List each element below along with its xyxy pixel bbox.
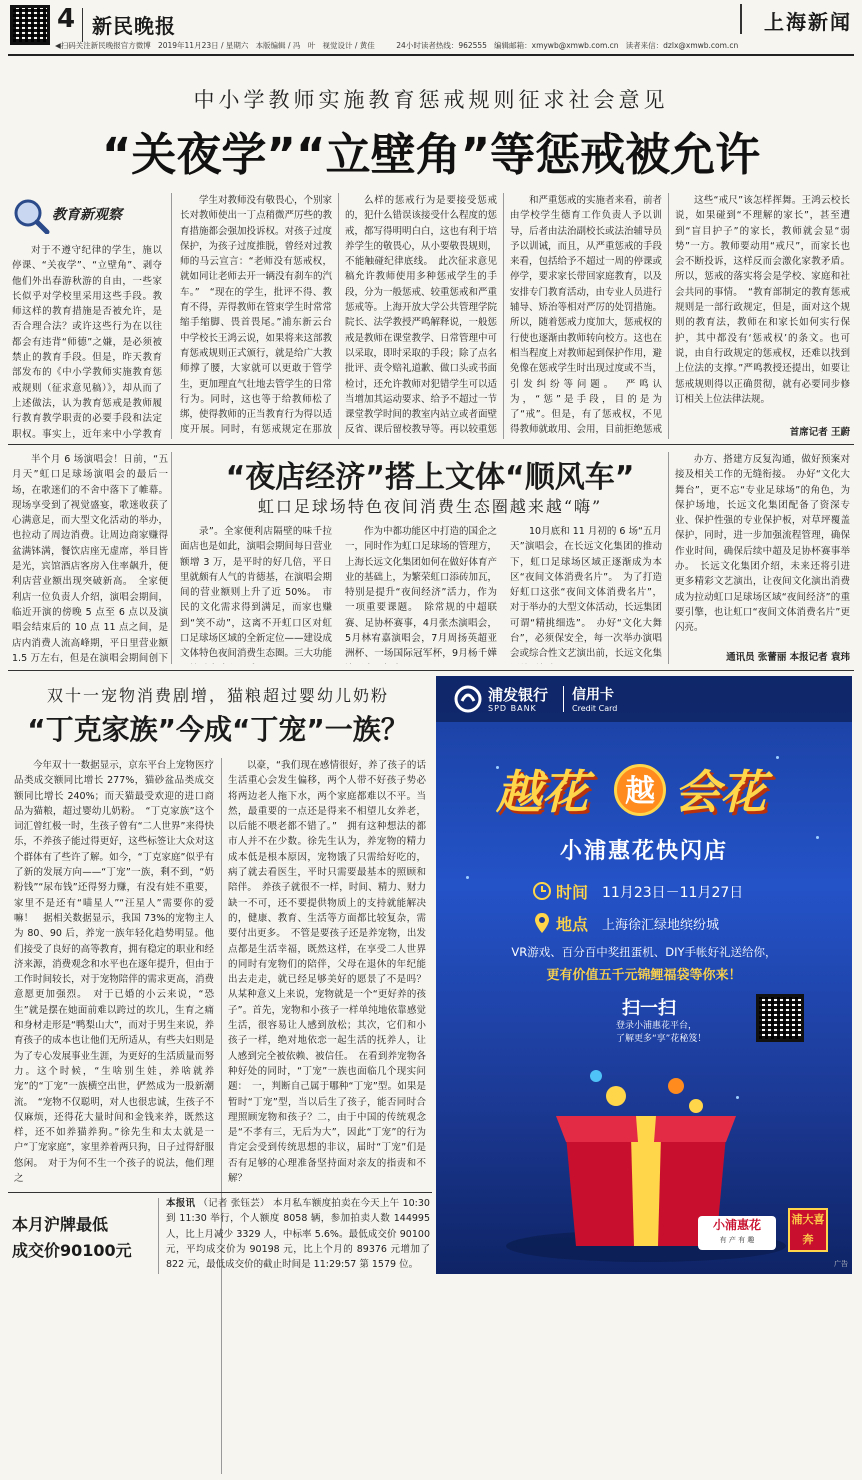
article3-col1-text: 今年双十一数据显示，京东平台上宠物医疗品类成交额同比增长 277%，猫砂盆品类成交额同比增长 240%；而天猫最受欢迎的进口商品为猫粮，超过婴幼儿奶粉。 “丁克家族”这个词汇曾红极一时，生孩子曾有“二人世界”来得快乐，不养孩子能过得更好，这些标签让大众对这个群体有了些许了解。如今，“丁克家庭”似乎有了新的发展方向——“丁宠”一族，剩不到，“奶粉钱”“尿布钱”还得努力赚，有没有娃不重要，家里不是还有“喵星人”“汪星人”需要你的爱嘛！ 据相关数据显示，我国 73%的宠物主人为 80、90 后，养宠一族年轻化趋势明显。他们接受了良好的高等教育，拥有稳定的职业和经济来源，消费观念和水平也在逐年提升，但由于工作时间较长，对于宠物陪伴的需求更高，消费意愿更加强烈。 对于已婚的小云来说，“恐生”就是摆在她面前难以跨过的坎儿，生育之痛和身材走形是“鸭梨山大”，而对于男生来说，养育孩子的成本也让他们无所适从，有些夫妇则是为了专心发展事业生涯，为更好的生活质量而努力。这个时候，“生啥别生娃，养啥就养宠”的“丁宠”一族横空出世，俨然成为一股新潮流。 “宠物不仅聪明，对人也很忠诚，生孩子不仅麻烦，还得花大量时间和金钱来养，既然这样，还不如养猫养狗。”徐先生和太太就是一户“丁宠家庭”，家里养着两只狗，日子过得舒服悠闲。 对于为何不生一个孩子的说法，他们理之: [14, 760, 214, 1185]
ad-badge-main: 小浦惠花: [712, 1218, 761, 1232]
editor-email[interactable]: 编辑邮箱：xmywb@xmwb.com.cn: [494, 41, 619, 50]
column-label-badge: [12, 198, 162, 234]
sparkle: [466, 876, 469, 879]
ad-time-label: 时间: [556, 883, 589, 902]
qr-caption: ◀扫码关注新民晚报官方微博: [55, 41, 151, 50]
card-type-en: Credit Card: [572, 704, 618, 713]
ad-subtitle: 小浦惠花快闪店: [559, 839, 728, 864]
reader-hotline: 24小时读者热线：962555: [396, 41, 487, 50]
article4-byline: 本报讯: [166, 1198, 196, 1209]
ad-title-left: 越花: [496, 765, 588, 819]
article2-col2-text: 录”。全家便利店隔壁的味千拉面店也是如此，演唱会期间每日营业额增 3 万，是平时的好几倍，平日里就颇有人气的肯德基，在演唱会期间的营业额则上升了近 50%。 市民的文化需求得到满足，而家也赚到“笑不动”，这离不开虹口区对虹口足球场区域的全新定位——建设成文体特色夜间消费生态圈。三大功能: [180, 526, 332, 660]
magnifier-icon: [12, 198, 52, 234]
bank-logo-icon: [454, 685, 482, 713]
article1-col3-text: 么样的惩戒行为是要接受惩戒的，犯什么错误该接受什么程度的惩戒，都写得明明白白，这也有利于培养学生的敬畏心，从小要敬畏规则，不能触碰纪律底线。 此次征求意见稿允许教师使用多种惩戒学生的手段，分为一般惩戒、较重惩戒和严重惩戒等。上海开放大学公共管理学院院长、法学教授严鸣解释说，一般惩戒是教师在课堂教学、日常管理中可以采取，即时采取的手段；除了点名批评、责令赔礼道歉、做口头或书面检讨，还允许教师对犯错学生可以适当增加其运动要求、给予不超过一节课堂教学时间的教室内站立或者面壁反省、课后留校教导等。再以较重惩: [345, 195, 497, 436]
ad-place-value: 上海徐汇绿地缤纷城: [602, 918, 720, 933]
ad-badge-sub: 有 产 有 趣: [719, 1236, 755, 1244]
section-rule: [8, 444, 854, 445]
ad-promo-line2: 更有价值五千元锦鲤福袋等你来！: [546, 968, 742, 983]
article2-col1-text: 半个月 6 场演唱会！日前，“五月天”虹口足球场演唱会的最后一场，在歌迷们的不舍中落下了帷幕。现场享受到了视觉盛宴，歌迷收获了心满意足，而大型文化活动的举办，也拉动了周边消费。让周边商家赚得盆满钵满，餐饮店座无虚席，举目皆是光，宾馆酒店客房入住率飙升，便利店营业额出现突破新高。 全家便利店一位负责人介绍，演唱会期间，临近开演的傍晚 5 点至 6 点以及演唱会结束后的 10 点 11 点之间，是店内消费人流高峰期，平日里营业额 1.5 万左右，但是在演唱会期间创下: [12, 454, 168, 664]
article4-headline: [12, 1212, 152, 1264]
bank-name: 浦发银行: [488, 686, 549, 704]
article2-headline: “夜店经济”搭上文体“顺风车”: [225, 460, 635, 495]
column-rule: [171, 193, 172, 439]
section-rule: [8, 670, 854, 671]
article1-col2: [180, 193, 332, 439]
article1-col2-text: 学生对教师没有敬畏心，个别家长对教师使出一丁点稍微严厉些的教育措施都会强加投诉权。对孩子过度保护，为孩子过度推脱，曾经对过教师的马云宣言：“老师没有惩戒权，就如同让老师去开一辆没有刹车的汽车。” “现在的学生，批评不得、教育不得，弄得教师在管束学生时常常缩手缩脚、畏首畏尾。”浦东新云台中学校长王鸿云说，如果将来这部教育惩戒规则正式颁行，就是给广大教师撑了腰，大家就可以更敢于管学生，更加理直气壮地去管学生的日常行为。同时，这也等于给教师松了绑，使得教师的正当教育行为得以适度开展。同时，有惩戒规定在那放: [180, 195, 332, 436]
divider: [563, 686, 564, 712]
scan-line2: 了解更多“享”花秘笈！: [616, 1034, 707, 1044]
article2-col2: [180, 524, 332, 664]
page-number: 4: [57, 4, 76, 34]
clock-icon: [532, 881, 552, 901]
article2-col4: [510, 524, 662, 664]
column-rule: [171, 452, 172, 664]
ad-place-label: 地点: [556, 915, 589, 934]
article2-col1: [12, 452, 168, 664]
column-rule: [338, 193, 339, 439]
scan-title: 扫一扫: [622, 998, 676, 1019]
article4-body: [166, 1196, 430, 1274]
article2-col3-text: 作为中都功能区中打造的国企之一，同时作为虹口足球场的管理方，上海长远文化集团如何在做好体育产业的基础上，为繁荣虹口添砖加瓦，特别是提升“夜间经济”活力，作为一项重要课题。 除常规的中超联赛、足协杯赛事，4月张杰演唱会，5月林宥嘉演唱会，7月周扬英超亚洲杯、一场国际冠军杯，9月杨千嬅: [345, 526, 497, 660]
column-rule: [668, 193, 669, 439]
location-pin-icon: [534, 912, 550, 934]
card-type: 信用卡: [572, 687, 614, 703]
article2-col5-text: 办方、搭建方反复沟通，做好预案对接及相关工作的无缝衔接。 办好“文化大舞台”，更不忘“专业足球场”的角色，为保护场地，长远文化集团配备了资深专业、保护性强的专业保护板，对草坪覆盖保护，同时，进一步加强流程管理，确保作业时间，确保后续中超及足协杯赛事举办。 长远文化集团介绍，未来还将引进更多精彩文艺演出，让夜间文化演出消费成为拉动虹口足球场区域“夜间经济”的重要引擎，也让虹口“夜间文体消费名片”更闪亮。: [675, 454, 850, 634]
ad-place-row: [532, 910, 852, 936]
article3-kicker: 双十一宠物消费剧增，猫粮超过婴幼儿奶粉: [46, 686, 389, 705]
article3-headline: “丁克家族”今成“丁宠”一族？: [27, 713, 409, 746]
paper-name: 新民晚报: [92, 14, 176, 38]
qr-code[interactable]: [10, 5, 50, 45]
article3-col2-text: 以豪，“我们现在感情很好，养了孩子的话生活重心会发生偏移，两个人带不好孩子势必将两边老人拖下水，两个家庭都难以不平。当然，最重要的一点还是得来不相望儿女养老，以后能不喂老都不错了。” 拥有这种想法的都市人并不在少数。徐先生认为，养宠物的精力成本低是根本原因，宠物饿了只需给好吃的，病了就去看医生，平时只需要最基本的照顾和陪伴。 养孩子就很不一样，时间、精力、财力缺一不可，还不要提供物质上的支持就能解决的，健康、教育、生活等方面都比较复杂，需要付出更多。 不管是要孩子还是养宠物，出发点都是生活幸福，既然这样，在享受二人世界的同时有宠物们的陪伴，父母在退休的年纪能出去走走，就已经足够美好的愿景了不是吗？ 从某种意义上来说，宠物就是一个“更好养的孩子”。首先，宠物和小孩子一样单纯地依靠感觉生活，很容易让人感到放松；其次，它们和小孩子一样，绝对地依恋一起生活的抚养人，让人感到完全被依赖、被信任。 在看到养宠物各种好处的同时，“丁宠”一族也面临几个现实问题： 一，判断自己属于哪种“丁宠”型。如果是暂时“丁宠”型，当以后生了孩子，能否同时合理照顾宠物和孩子？二，由于中国的传统观念是“不孝有三，无后为大”，因此“丁宠”的行为肯定会受到传统思想的非议，届时“丁宠”们是否有足够的心理准备坚持面对亲友的指责和不解？: [228, 760, 426, 1185]
article1-col1: [12, 243, 162, 439]
reader-email[interactable]: 读者来信：dzlx@xmwb.com.cn: [625, 41, 739, 50]
article1-headline: “关夜学”“立壁角”等惩戒被允许: [101, 128, 761, 181]
ad-badge-box: [698, 1216, 776, 1250]
article4-headline-line2: 成交价90100元: [12, 1241, 132, 1260]
section-box: [740, 4, 852, 34]
ad-time-row: [532, 878, 832, 904]
article2-col3: [345, 524, 497, 664]
ad-promo-line1: VR游戏、百分百中奖扭蛋机、DIY手帐好礼送给你，: [511, 945, 777, 959]
scan-line1: 登录小浦惠花平台，: [616, 1021, 698, 1031]
article1-col4: [510, 193, 662, 439]
column-rule: [158, 1198, 159, 1274]
section-rule: [8, 1192, 432, 1193]
ad-title-right: 会花: [674, 765, 766, 819]
article1-col4-text: 和严重惩戒的实施者来看，前者由学校学生德育工作负责人予以训导，后者由法治副校长或法治辅导员予以训诫，而且，从严重惩戒的手段来看，包括给予不超过一周的停课或停学，要求家长带回家庭教育，以及安排专门教育活动，由专业人员进行辅导、矫治等相对严厉的处罚措施。所以，随着惩戒力度加大，惩戒权的行使也逐渐由教师转向校方。这也在相当程度上对教师起到保护作用，避免像在惩戒学生时出现过度或不当，引发纠纷等问题。 严鸣认为，“惩”是手段，目的是为了“戒”。但是，有了惩戒权，不见得教师就敢用、会用，目前拒绝惩戒: [510, 195, 662, 436]
article1-col1-text: 对于不遵守纪律的学生，施以停课、“关夜学”、“立壁角”、剥夺他们外出春游秋游的自由，一些家长似乎对学校里采用这些手段。教师这样的教育措施是否被允许，是否合理合法？或许这些行为在以往都会有违背“师德”之嫌，是必须被禁止的教育手段。但是，昨天教育部发布的《中小学教师实施教育惩戒规则（征求意见稿）》，却从而了上述做法，认为教育惩戒是教师履行教育教学职责的必要手段和法定职权。事实上，近年来中小学教育: [12, 245, 162, 439]
article2-byline: 通讯员 张蕾丽 本报记者 袁玮: [726, 652, 850, 663]
ad-badge-right: 浦大喜奔: [788, 1208, 828, 1252]
article4-reporter: （记者 张钰芸）: [198, 1198, 270, 1209]
ad-tag: 广告: [834, 1260, 848, 1268]
bank-name-en: SPD BANK: [488, 704, 537, 713]
article4-headline-line1: 本月沪牌最低: [12, 1215, 109, 1234]
divider: [82, 8, 83, 42]
article1-byline: 首席记者 王蔚: [789, 427, 850, 438]
article2-subhead: 虹口足球场特色夜间消费生态圈越来越“嗨”: [257, 497, 603, 516]
section-title: 上海新闻: [764, 10, 852, 34]
article1-kicker: 中小学教师实施教育惩戒规则征求社会意见: [193, 88, 669, 112]
ad-title-mid: 越: [614, 764, 666, 816]
column-label: 教育新观察: [52, 207, 122, 223]
ad-qr-code[interactable]: [756, 994, 804, 1042]
ad-title: [496, 756, 796, 826]
article4-text: 本月私车额度拍卖在今天上午 10:30 到 11:30 举行，个人额度 8058 辆，参加拍卖人数 144995 人，比上月减少 3329 人，中标率 5.6%。最低成交价 90100 元，平均成交价为 90198 元，比上个月的 89376 元增加了 822 元，最低成交价的截止时间是 11:29:57 第 1579 位。: [166, 1198, 430, 1271]
editor: 本版编辑 / 冯 叶: [255, 41, 316, 50]
header-rule: [8, 54, 854, 56]
column-rule: [221, 758, 222, 1474]
bank-advertisement[interactable]: [436, 676, 852, 1274]
article3-col2: [228, 758, 426, 1474]
ad-time-value: 11月23日－11月27日: [602, 885, 744, 901]
column-rule: [668, 452, 669, 664]
column-rule: [503, 193, 504, 439]
issue-date: 2019年11月23日 / 星期六: [157, 41, 249, 50]
article1-col5: [675, 193, 850, 425]
article3-col1: [14, 758, 214, 1480]
designer: 视觉设计 / 黄佳: [322, 41, 375, 50]
article1-col3: [345, 193, 497, 439]
article2-col5: [675, 452, 850, 650]
article2-col4-text: 10月底和 11 月初的 6 场“五月天”演唱会，在长远文化集团的推动下，虹口足球场区域正逐渐成为本区“夜间文体消费名片”。 为了打造好虹口这张“夜间文体消费名片”，对于举办的大型文体活动，长远集团可谓“精挑细选”。 办好“文化大舞台”，必须保安全，每一次举办演唱会或综合性文艺演出前，长远文化集: [510, 526, 662, 660]
article1-col5-text: 这些“戒尺”该怎样挥舞。王鸿云校长说，如果碰到“不理解的家长”，甚至遭到“盲目护子”的家长，教师就会显“弱势”一方。教师要动用“戒尺”，而家长也会不断投诉，这样反而会激化家教矛盾。所以，惩戒的落实将会是学校、家庭和社会共同的事情。 “教育部制定的教育惩戒规则是一部行政规定，但是，面对这个规则的教育法，教师在和家长如何实行保护，其中都没有‘惩戒权’的条文。也可说，由自行政规定的惩戒权，还难以找到上位法的支撑。”严鸣教授还提出，如要让惩戒规则得以正确贯彻，就有必要同步修订相关上位法律法规。: [675, 195, 850, 405]
masthead-info-line: [55, 40, 855, 52]
